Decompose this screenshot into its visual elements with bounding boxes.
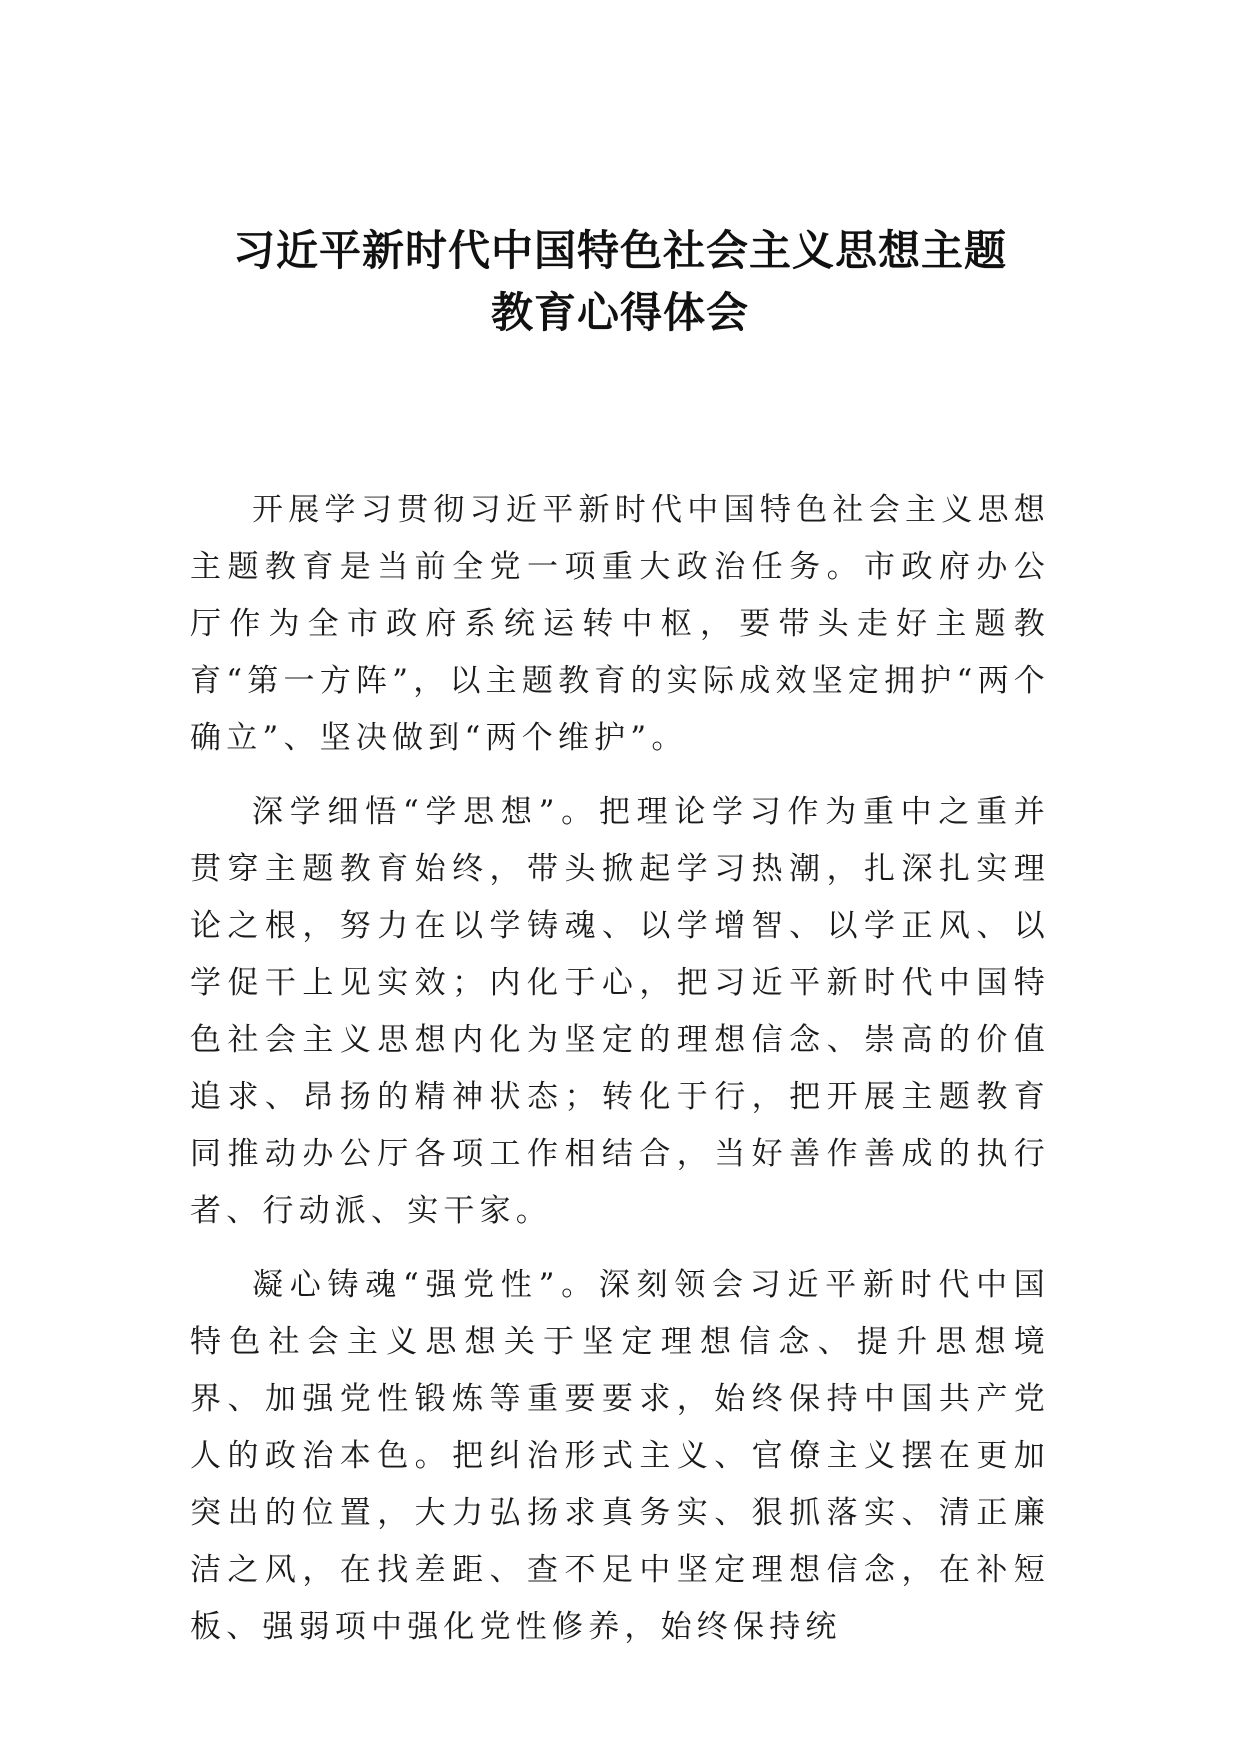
document-body (190, 482, 1050, 1673)
paragraph-strengthen-party-spirit: 凝心铸魂“强党性”。深刻领会习近平新时代中国特色社会主义思想关于坚定理想信念、提升思想境界、加强党性锻炼等重要要求，始终保持中国共产党人的政治本色。把纠治形式主义、官僚主义摆在更加突出的位置，大力弘扬求真务实、狠抓落实、清正廉洁之风，在找差距、查不足中坚定理想信念，在补短板、强弱项中强化党性修养，始终保持统 (190, 1267, 1050, 1645)
paragraph-intro: 开展学习贯彻习近平新时代中国特色社会主义思想主题教育是当前全党一项重大政治任务。市政府办公厅作为全市政府系统运转中枢，要带头走好主题教育“第一方阵”，以主题教育的实际成效坚定拥护“两个确立”、坚决做到“两个维护”。 (190, 492, 1050, 756)
document-title-line-2: 教育心得体会 (490, 288, 749, 337)
document-title-line-1: 习近平新时代中国特色社会主义思想主题 (232, 226, 1007, 275)
paragraph-study-thought: 深学细悟“学思想”。把理论学习作为重中之重并贯穿主题教育始终，带头掀起学习热潮，扎深扎实理论之根，努力在以学铸魂、以学增智、以学正风、以学促干上见实效；内化于心，把习近平新时代中国特色社会主义思想内化为坚定的理想信念、崇高的价值追求、昂扬的精神状态；转化于行，把开展主题教育同推动办公厅各项工作相结合，当好善作善成的执行者、行动派、实干家。 (190, 794, 1050, 1229)
